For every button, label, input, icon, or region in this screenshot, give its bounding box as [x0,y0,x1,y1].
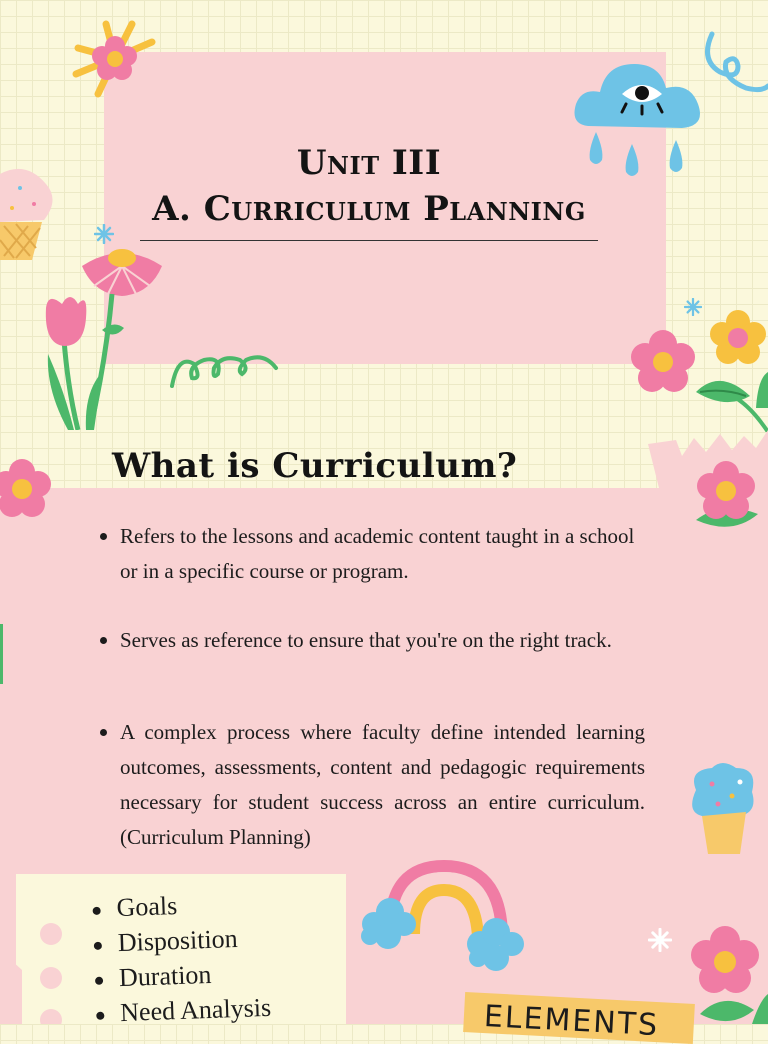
bullet-dot [100,533,107,540]
list-item [94,958,212,996]
list-item-text: Need Analysis [119,992,272,1028]
cupcake-icon [688,762,758,858]
section-heading: What is Curriculum? [112,446,518,486]
sparkle-icon [94,224,114,244]
flower-icon [630,330,696,394]
bullet-text: A complex process where faculty define intended learning outcomes, assessments, content and pedagogic requirements necessary for student success across an entire curriculum. (Curriculum Planning) [120,720,645,849]
leaf-icon [0,624,3,684]
bullet-item [100,715,645,855]
paper-fold-decoration [0,950,22,1024]
flower-icon [0,458,52,520]
page-title [104,140,634,232]
title-underline [140,240,598,241]
bullet-item [100,623,645,658]
list-item [92,889,178,926]
bullet-dot [93,907,101,915]
list-item-text: Disposition [117,923,239,958]
leaf-icon [700,990,768,1024]
bullet-dot [95,977,103,985]
title-line-1: Unit III [296,143,442,183]
cloud-eye-icon [570,48,706,140]
flower-icon [692,460,768,532]
cupcake-icon [0,164,58,264]
elements-tag-label: ELEMENTS [483,999,660,1044]
bullet-dot [100,729,107,736]
bullet-text: Serves as reference to ensure that you're on the right track. [120,628,612,652]
tulip-icon [40,290,130,430]
list-item [96,991,272,1031]
list-item-text: Goals [116,891,178,923]
sparkle-icon [684,298,702,316]
dots-decoration [36,920,66,1024]
rainbow-icon [360,860,524,974]
sun-flower-icon [70,18,160,102]
list-item-text: Duration [118,959,212,993]
bullet-item [100,519,645,589]
bullet-dot [100,637,107,644]
leaf-icon [696,368,768,432]
squiggle-icon [168,350,282,390]
flower-icon [710,310,766,366]
list-item [93,922,238,961]
sparkle-icon [648,928,672,952]
flower-icon [688,926,762,998]
bullet-dot [96,1012,104,1020]
bullet-text: Refers to the lessons and academic content taught in a school or in a specific course or program. [120,524,635,583]
title-line-2: A. Curriculum Planning [152,189,586,229]
bullet-dot [94,942,102,950]
spiral-icon [696,30,768,104]
